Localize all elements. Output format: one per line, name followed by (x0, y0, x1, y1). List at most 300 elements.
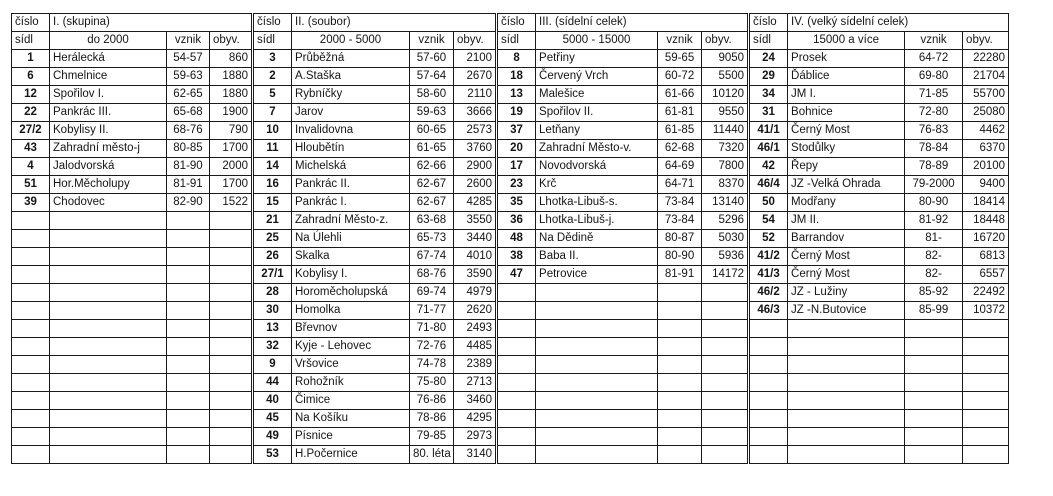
settlement-name: Spořilov II. (536, 104, 658, 122)
founded-years: 82-90 (167, 194, 210, 212)
population: 4485 (454, 338, 496, 356)
settlement-number: 47 (498, 266, 536, 284)
table-row (750, 86, 1009, 104)
settlement-name: Bohnice (788, 104, 905, 122)
settlement-number: 27/1 (254, 266, 292, 284)
population: 22280 (963, 50, 1009, 68)
table-row (750, 140, 1009, 158)
table-row (498, 374, 748, 392)
header-sidl: sídl (254, 32, 292, 50)
settlement-name (50, 302, 167, 320)
settlement-number: 15 (254, 194, 292, 212)
settlement-name: Pankrác I. (292, 194, 410, 212)
population (963, 338, 1009, 356)
settlement-name: JM II. (788, 212, 905, 230)
founded-years: 74-78 (410, 356, 454, 374)
founded-years: 81-91 (167, 176, 210, 194)
header-row (254, 14, 496, 32)
settlement-number: 32 (254, 338, 292, 356)
settlement-number (12, 320, 50, 338)
founded-years: 79-2000 (905, 176, 963, 194)
population (702, 338, 748, 356)
founded-years: 72-80 (905, 104, 963, 122)
population: 2389 (454, 356, 496, 374)
population (963, 374, 1009, 392)
founded-years: 65-68 (167, 104, 210, 122)
founded-years: 85-99 (905, 302, 963, 320)
table-row (498, 50, 748, 68)
settlement-name (788, 428, 905, 446)
settlement-number (498, 446, 536, 464)
founded-years: 82- (905, 248, 963, 266)
table-row (12, 410, 252, 428)
founded-years (167, 320, 210, 338)
population: 4010 (454, 248, 496, 266)
founded-years: 57-60 (410, 50, 454, 68)
founded-years: 69-80 (905, 68, 963, 86)
population (210, 284, 252, 302)
settlement-number: 41/1 (750, 122, 788, 140)
header-row (498, 32, 748, 50)
settlement-number (750, 320, 788, 338)
settlement-name: Černý Most (788, 248, 905, 266)
settlement-number (12, 248, 50, 266)
settlement-name: Petřiny (536, 50, 658, 68)
header-vznik: vznik (658, 32, 702, 50)
table-row (498, 356, 748, 374)
founded-years: 72-76 (410, 338, 454, 356)
founded-years (905, 410, 963, 428)
settlement-number (750, 428, 788, 446)
settlement-number: 13 (254, 320, 292, 338)
founded-years (905, 338, 963, 356)
founded-years (167, 266, 210, 284)
founded-years: 62-65 (167, 86, 210, 104)
population (210, 230, 252, 248)
table-row (254, 248, 496, 266)
founded-years: 63-68 (410, 212, 454, 230)
table-row (750, 320, 1009, 338)
settlement-name: Baba II. (536, 248, 658, 266)
settlement-name: Hloubětín (292, 140, 410, 158)
population (210, 212, 252, 230)
population: 5296 (702, 212, 748, 230)
table-row (750, 230, 1009, 248)
settlement-number: 44 (254, 374, 292, 392)
settlement-name: Horoměcholupská (292, 284, 410, 302)
settlement-number: 20 (498, 140, 536, 158)
settlement-number: 46/2 (750, 284, 788, 302)
settlement-number (12, 284, 50, 302)
founded-years (167, 338, 210, 356)
population: 4462 (963, 122, 1009, 140)
founded-years: 68-76 (410, 266, 454, 284)
founded-years: 61-81 (658, 104, 702, 122)
table-row (12, 338, 252, 356)
table-row (254, 302, 496, 320)
founded-years (658, 446, 702, 464)
table-row (12, 320, 252, 338)
settlement-name (536, 302, 658, 320)
founded-years: 82- (905, 266, 963, 284)
table-row (750, 284, 1009, 302)
settlement-number: 6 (12, 68, 50, 86)
table-row (750, 212, 1009, 230)
table-row (254, 410, 496, 428)
settlement-number (12, 266, 50, 284)
population: 7320 (702, 140, 748, 158)
settlement-name: H.Počernice (292, 446, 410, 464)
settlement-number: 3 (254, 50, 292, 68)
table-row (254, 50, 496, 68)
founded-years: 65-73 (410, 230, 454, 248)
founded-years: 62-67 (410, 194, 454, 212)
settlement-number: 29 (750, 68, 788, 86)
founded-years: 59-65 (658, 50, 702, 68)
header-cislo: číslo (750, 14, 788, 32)
settlement-name (788, 320, 905, 338)
settlement-name: Řepy (788, 158, 905, 176)
table-row (750, 374, 1009, 392)
table-row (750, 158, 1009, 176)
table-row (498, 446, 748, 464)
founded-years (658, 428, 702, 446)
population (702, 356, 748, 374)
population: 9050 (702, 50, 748, 68)
table-row (12, 194, 252, 212)
settlement-number (12, 302, 50, 320)
settlement-name (50, 248, 167, 266)
founded-years: 61-66 (658, 86, 702, 104)
settlement-name: Pankrác III. (50, 104, 167, 122)
founded-years (905, 320, 963, 338)
settlement-number: 5 (254, 86, 292, 104)
founded-years (167, 410, 210, 428)
founded-years: 61-85 (658, 122, 702, 140)
population: 860 (210, 50, 252, 68)
table-row (12, 248, 252, 266)
table-row (750, 356, 1009, 374)
population: 25080 (963, 104, 1009, 122)
settlement-number: 35 (498, 194, 536, 212)
founded-years (167, 302, 210, 320)
founded-years (905, 392, 963, 410)
settlement-name: Červený Vrch (536, 68, 658, 86)
settlement-number: 30 (254, 302, 292, 320)
table-row (12, 212, 252, 230)
settlement-number (12, 374, 50, 392)
population (963, 356, 1009, 374)
settlement-number: 4 (12, 158, 50, 176)
population (210, 446, 252, 464)
population: 2670 (454, 68, 496, 86)
population: 2713 (454, 374, 496, 392)
population: 10120 (702, 86, 748, 104)
settlement-number: 22 (12, 104, 50, 122)
settlement-name: Kyje - Lehovec (292, 338, 410, 356)
population: 1700 (210, 176, 252, 194)
population (963, 428, 1009, 446)
settlement-name (536, 356, 658, 374)
table-row (498, 140, 748, 158)
population (702, 410, 748, 428)
table-row (750, 176, 1009, 194)
settlement-number: 41/2 (750, 248, 788, 266)
table-row (12, 104, 252, 122)
founded-years: 80. léta (410, 446, 454, 464)
settlement-name (50, 212, 167, 230)
founded-years: 64-72 (905, 50, 963, 68)
table-row (750, 392, 1009, 410)
table-row (750, 50, 1009, 68)
settlement-name (788, 356, 905, 374)
table-row (254, 392, 496, 410)
settlement-name: Ďáblice (788, 68, 905, 86)
settlement-number (12, 392, 50, 410)
population (702, 284, 748, 302)
table-row (254, 374, 496, 392)
settlement-number (12, 230, 50, 248)
settlement-name: Rohožník (292, 374, 410, 392)
table-row (12, 122, 252, 140)
population: 4295 (454, 410, 496, 428)
population (963, 320, 1009, 338)
settlement-number: 51 (12, 176, 50, 194)
table-row (498, 284, 748, 302)
population: 1700 (210, 140, 252, 158)
settlement-number: 18 (498, 68, 536, 86)
settlement-number: 26 (254, 248, 292, 266)
population: 3760 (454, 140, 496, 158)
settlement-name (788, 338, 905, 356)
header-row (750, 14, 1009, 32)
population: 5936 (702, 248, 748, 266)
settlement-number: 36 (498, 212, 536, 230)
population: 3550 (454, 212, 496, 230)
population: 3666 (454, 104, 496, 122)
population (963, 446, 1009, 464)
header-sidl: sídl (498, 32, 536, 50)
settlement-number: 25 (254, 230, 292, 248)
table-row (498, 230, 748, 248)
settlement-number (498, 410, 536, 428)
settlement-name: Modřany (788, 194, 905, 212)
population (702, 428, 748, 446)
table-row (750, 410, 1009, 428)
population (210, 356, 252, 374)
population: 1900 (210, 104, 252, 122)
settlement-number: 45 (254, 410, 292, 428)
settlement-number: 43 (12, 140, 50, 158)
settlement-name: A.Staška (292, 68, 410, 86)
founded-years: 57-64 (410, 68, 454, 86)
population: 3440 (454, 230, 496, 248)
table-row (254, 338, 496, 356)
table-row (498, 212, 748, 230)
population: 3590 (454, 266, 496, 284)
table-row (12, 284, 252, 302)
table-row (254, 194, 496, 212)
table-row (498, 86, 748, 104)
housing-estates-table (11, 13, 1010, 464)
population: 6813 (963, 248, 1009, 266)
settlement-name: Stodůlky (788, 140, 905, 158)
settlement-number (498, 284, 536, 302)
table-row (254, 320, 496, 338)
founded-years: 58-60 (410, 86, 454, 104)
population: 1522 (210, 194, 252, 212)
settlement-name: Průběžná (292, 50, 410, 68)
table-row (750, 338, 1009, 356)
settlement-number (12, 446, 50, 464)
population: 9550 (702, 104, 748, 122)
header-vznik: vznik (410, 32, 454, 50)
population (210, 320, 252, 338)
settlement-name: Lhotka-Libuš-s. (536, 194, 658, 212)
settlement-number: 48 (498, 230, 536, 248)
population: 1880 (210, 86, 252, 104)
settlement-name: Lhotka-Libuš-j. (536, 212, 658, 230)
header-obyv: obyv. (702, 32, 748, 50)
table-row (12, 86, 252, 104)
population: 55700 (963, 86, 1009, 104)
settlement-name (536, 284, 658, 302)
table-row (12, 356, 252, 374)
settlement-number (12, 410, 50, 428)
founded-years (658, 338, 702, 356)
founded-years: 78-89 (905, 158, 963, 176)
table-row (498, 266, 748, 284)
settlement-name: Vršovice (292, 356, 410, 374)
settlement-name: Černý Most (788, 266, 905, 284)
founded-years (167, 248, 210, 266)
table-row (750, 428, 1009, 446)
founded-years (658, 392, 702, 410)
founded-years: 59-63 (410, 104, 454, 122)
population: 790 (210, 122, 252, 140)
population: 18414 (963, 194, 1009, 212)
founded-years: 76-83 (905, 122, 963, 140)
settlement-number: 46/4 (750, 176, 788, 194)
settlement-name (50, 266, 167, 284)
founded-years: 68-76 (167, 122, 210, 140)
founded-years (167, 374, 210, 392)
founded-years: 62-67 (410, 176, 454, 194)
settlement-number: 2 (254, 68, 292, 86)
founded-years (167, 428, 210, 446)
population: 5030 (702, 230, 748, 248)
table-row (12, 68, 252, 86)
table-row (498, 320, 748, 338)
settlement-number: 21 (254, 212, 292, 230)
table-row (750, 302, 1009, 320)
settlement-name: Spořilov I. (50, 86, 167, 104)
group-range: do 2000 (50, 32, 167, 50)
founded-years (167, 446, 210, 464)
table-row (12, 158, 252, 176)
population (702, 374, 748, 392)
settlement-name: Pankrác II. (292, 176, 410, 194)
header-sidl: sídl (12, 32, 50, 50)
settlement-name: Jarov (292, 104, 410, 122)
founded-years: 73-84 (658, 194, 702, 212)
settlement-number (498, 392, 536, 410)
table-row (12, 302, 252, 320)
settlement-name (50, 356, 167, 374)
founded-years (658, 410, 702, 428)
settlement-name: Invalidovna (292, 122, 410, 140)
founded-years: 62-68 (658, 140, 702, 158)
settlement-name: Letňany (536, 122, 658, 140)
population: 14172 (702, 266, 748, 284)
settlement-number: 19 (498, 104, 536, 122)
group-range: 2000 - 5000 (292, 32, 410, 50)
founded-years: 61-65 (410, 140, 454, 158)
settlement-name (788, 446, 905, 464)
header-row (12, 32, 252, 50)
settlement-number: 23 (498, 176, 536, 194)
founded-years: 71-77 (410, 302, 454, 320)
settlement-number: 46/1 (750, 140, 788, 158)
population (702, 392, 748, 410)
founded-years: 80-87 (658, 230, 702, 248)
table-row (254, 212, 496, 230)
table-row (254, 86, 496, 104)
settlement-number: 52 (750, 230, 788, 248)
settlement-name (536, 320, 658, 338)
group-title: II. (soubor) (292, 14, 496, 32)
table-row (750, 122, 1009, 140)
founded-years (167, 284, 210, 302)
table-row (750, 104, 1009, 122)
population (210, 374, 252, 392)
settlement-name (50, 338, 167, 356)
settlement-name (788, 374, 905, 392)
group-table-4 (749, 13, 1009, 464)
table-row (12, 50, 252, 68)
founded-years: 71-85 (905, 86, 963, 104)
founded-years (905, 428, 963, 446)
settlement-number: 28 (254, 284, 292, 302)
table-row (498, 428, 748, 446)
founded-years: 64-69 (658, 158, 702, 176)
population: 3140 (454, 446, 496, 464)
population: 6557 (963, 266, 1009, 284)
founded-years: 81-92 (905, 212, 963, 230)
founded-years: 54-57 (167, 50, 210, 68)
population: 2573 (454, 122, 496, 140)
header-vznik: vznik (167, 32, 210, 50)
settlement-name: Michelská (292, 158, 410, 176)
settlement-name: Chmelnice (50, 68, 167, 86)
settlement-name (50, 446, 167, 464)
table-row (750, 266, 1009, 284)
header-row (12, 14, 252, 32)
settlement-name: Čimice (292, 392, 410, 410)
settlement-number: 50 (750, 194, 788, 212)
founded-years: 62-66 (410, 158, 454, 176)
settlement-name: Petrovice (536, 266, 658, 284)
settlement-name: Zahradní Město-v. (536, 140, 658, 158)
founded-years: 78-86 (410, 410, 454, 428)
population (210, 410, 252, 428)
table-row (12, 446, 252, 464)
founded-years: 73-84 (658, 212, 702, 230)
settlement-name: Zahradní město-j (50, 140, 167, 158)
settlement-name: Na Úlehli (292, 230, 410, 248)
table-row (254, 356, 496, 374)
population (210, 266, 252, 284)
